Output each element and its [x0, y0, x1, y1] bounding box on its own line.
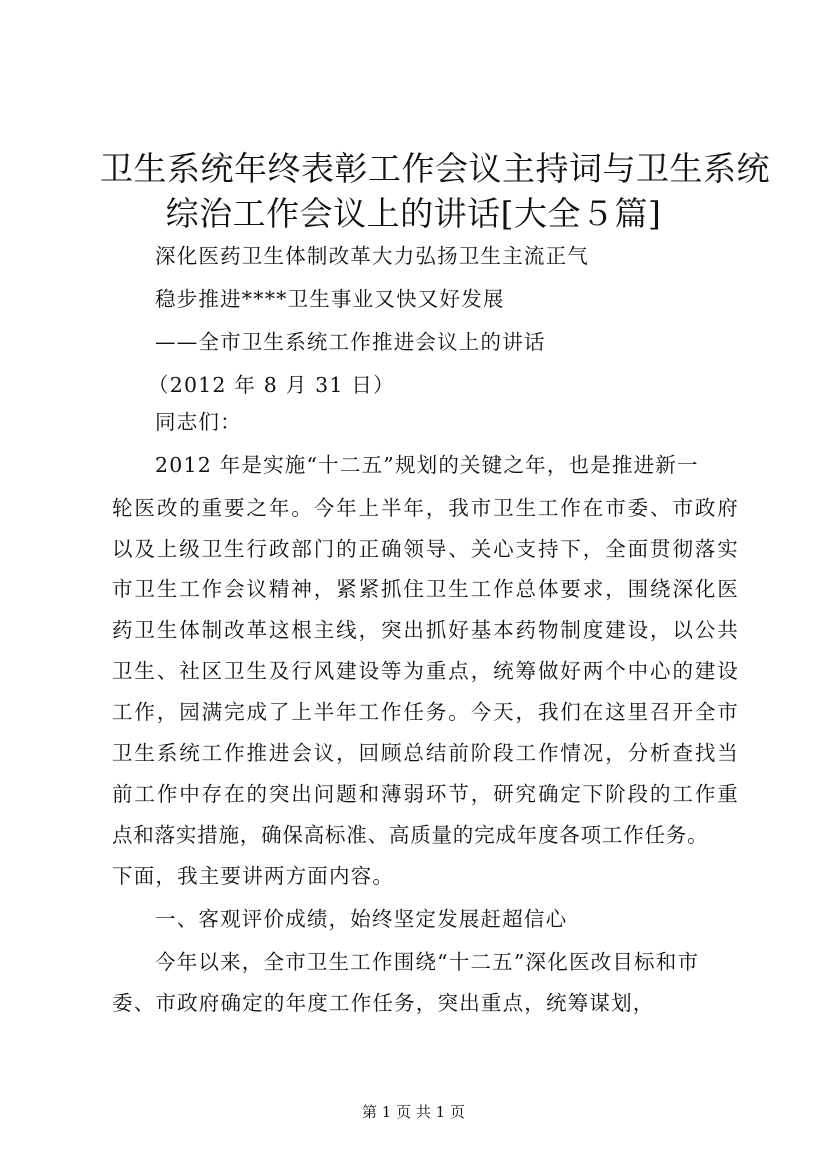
speech-occasion-line: ——全市卫生系统工作推进会议上的讲话: [155, 330, 546, 354]
paragraph-line: 药卫生体制改革这根主线，突出抓好基本药物制度建设，以公共: [112, 618, 739, 642]
section-heading: 一、客观评价成绩，始终坚定发展赶超信心: [155, 907, 568, 931]
paragraph-line: 今年以来，全市卫生工作围绕“十二五”深化医改目标和市: [155, 950, 700, 974]
paragraph-line: 2012 年是实施“十二五”规划的关键之年，也是推进新一: [155, 453, 699, 477]
paragraph-line: 委、市政府确定的年度工作任务，突出重点，统筹谋划，: [112, 991, 655, 1015]
paragraph-line: 市卫生工作会议精神，紧紧抓住卫生工作总体要求，围绕深化医: [112, 577, 739, 601]
paragraph-line: 卫生系统工作推进会议，回顾总结前阶段工作情况，分析查找当: [112, 741, 739, 765]
paragraph-line: 点和落实措施，确保高标准、高质量的完成年度各项工作任务。: [112, 823, 709, 847]
paragraph-line: 下面，我主要讲两方面内容。: [112, 864, 395, 888]
paragraph-line: 工作，园满完成了上半年工作任务。今天，我们在这里召开全市: [112, 700, 739, 724]
paragraph-line: 以及上级卫生行政部门的正确领导、关心支持下，全面贯彻落实: [112, 537, 739, 561]
subtitle-line: 稳步推进****卫生事业又快又好发展: [155, 287, 505, 311]
page-footer: 第 1 页 共 1 页: [362, 1103, 465, 1121]
subtitle-line: 深化医药卫生体制改革大力弘扬卫生主流正气: [155, 244, 589, 268]
document-title-line-1: 卫生系统年终表彰工作会议主持词与卫生系统: [100, 149, 770, 188]
speech-date: （2012 年 8 月 31 日）: [148, 373, 395, 397]
salutation: 同志们：: [155, 410, 242, 434]
document-title-line-2: 综治工作会议上的讲话[大全５篇]: [165, 194, 662, 233]
paragraph-line: 轮医改的重要之年。今年上半年，我市卫生工作在市委、市政府: [112, 496, 739, 520]
paragraph-line: 前工作中存在的突出问题和薄弱环节，研究确定下阶段的工作重: [112, 782, 739, 806]
paragraph-line: 卫生、社区卫生及行风建设等为重点，统筹做好两个中心的建设: [112, 659, 739, 683]
